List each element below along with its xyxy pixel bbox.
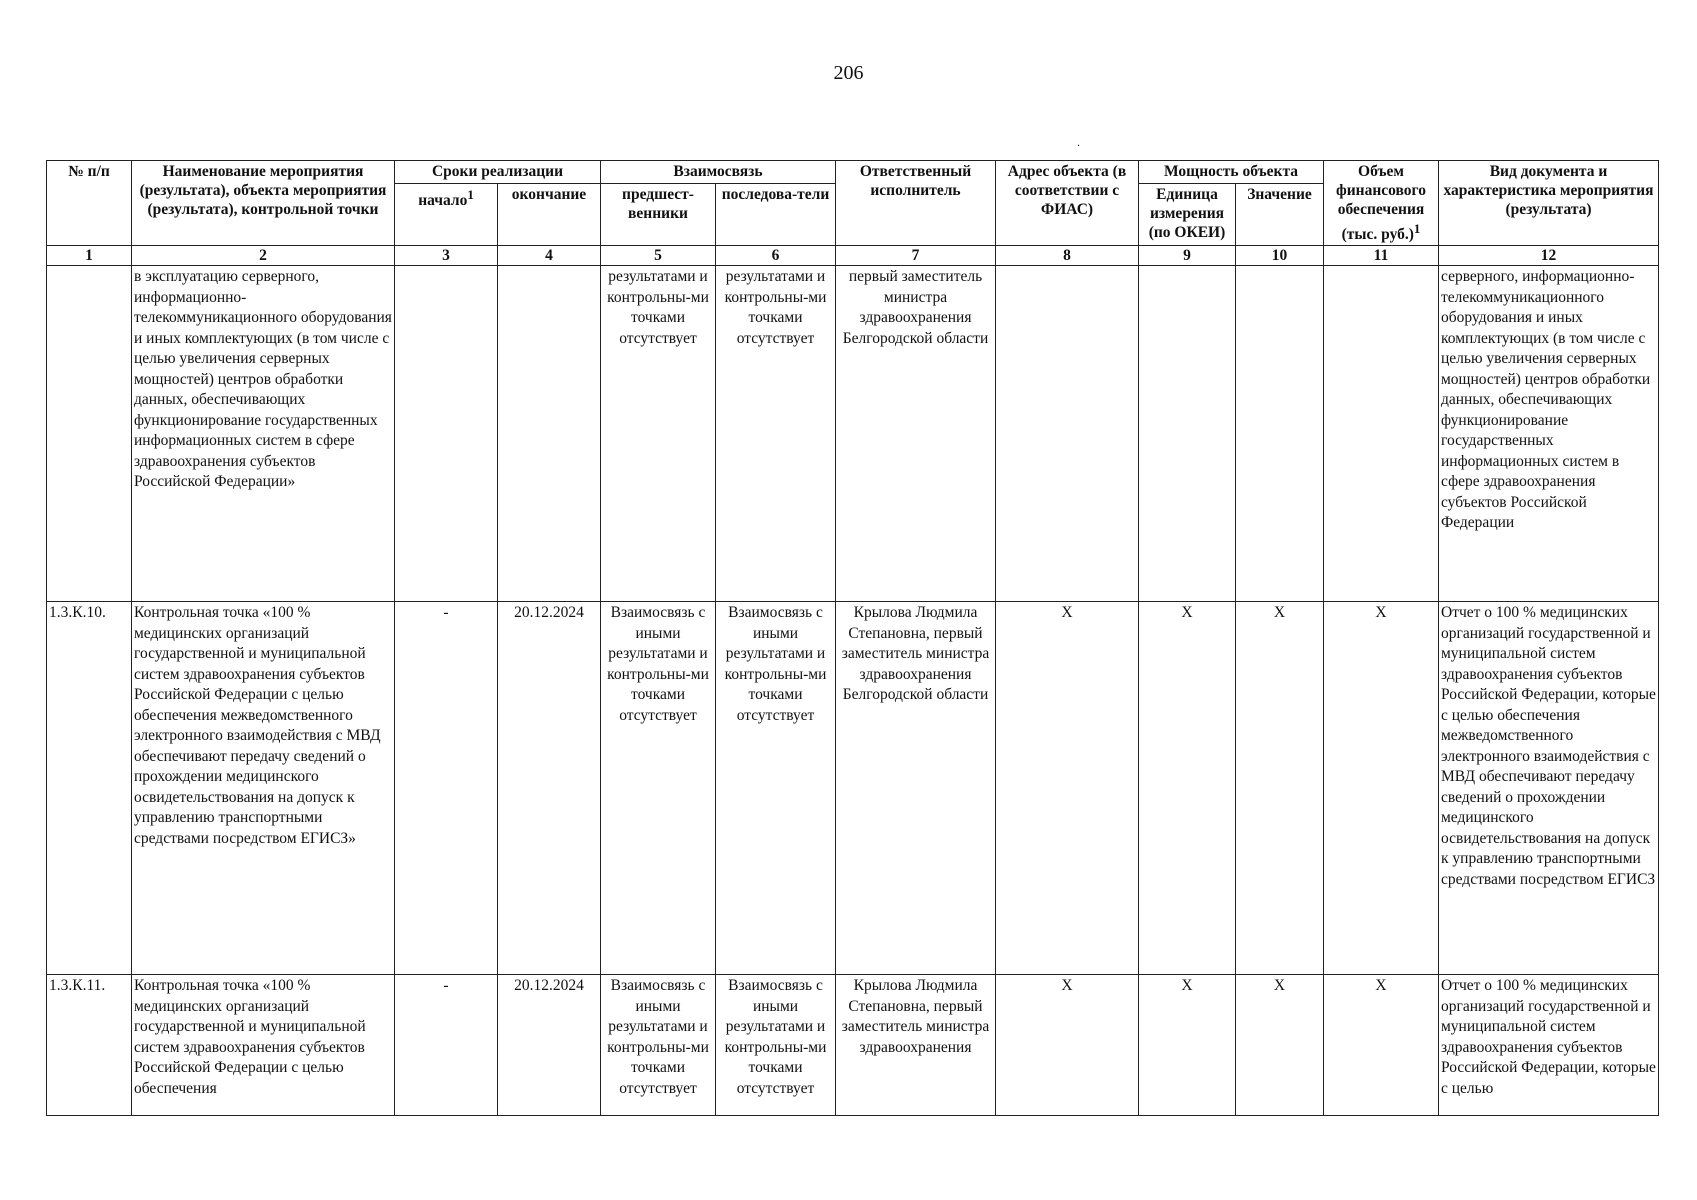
header-link: Взаимосвязь [601,161,836,184]
column-numbers-row [47,246,1659,266]
table-row [47,266,1659,602]
row-end [498,266,601,602]
row-predecessors: Взаимосвязь с иными результатами и контрольны-ми точками отсутствует [601,975,716,1116]
header-start-footnote: 1 [467,186,474,202]
page-number: 206 [833,62,864,84]
row-start: - [395,975,498,1116]
plan-table [46,160,1659,1116]
row-name: в эксплуатацию серверного, информационно-телекоммуникационного оборудования и иных комплектующих (в том числе с целью увеличения серверных мощностей) центров обработки данных, обеспечивающих функционирование государственных информационных систем в сфере здравоохранения субъектов Российской Федерации» [132,266,395,602]
header-document: Вид документа и характеристика мероприятия (результата) [1439,161,1659,246]
row-predecessors: Взаимосвязь с иными результатами и контрольны-ми точками отсутствует [601,602,716,975]
row-responsible: Крылова Людмила Степановна, первый заместитель министра здравоохранения Белгородской области [836,602,996,975]
row-volume: X [1324,602,1439,975]
row-unit [1139,266,1236,602]
column-number: 5 [601,246,716,266]
row-number: 1.3.К.11. [47,975,132,1116]
row-number: 1.3.К.10. [47,602,132,975]
header-name: Наименование мероприятия (результата), объекта мероприятия (результата), контрольной точки [132,161,395,246]
header-end: окончание [498,183,601,245]
row-end: 20.12.2024 [498,602,601,975]
column-number: 11 [1324,246,1439,266]
header-unit: Единица измерения (по ОКЕИ) [1139,183,1236,245]
scan-mark: . [1077,135,1080,149]
row-name: Контрольная точка «100 % медицинских организаций государственной и муниципальной систем здравоохранения субъектов Российской Федерации с целью обеспечения межведомственного электронного взаимодействия с МВД обеспечивают передачу сведений о прохождении медицинского освидетельствования на допуск к управлению транспортными средствами посредством ЕГИСЗ» [132,602,395,975]
table-row [47,975,1659,1116]
row-name: Контрольная точка «100 % медицинских организаций государственной и муниципальной систем здравоохранения субъектов Российской Федерации с целью обеспечения [132,975,395,1116]
row-value [1236,266,1324,602]
row-successors: результатами и контрольны-ми точками отсутствует [716,266,836,602]
header-volume-footnote: 1 [1413,221,1421,236]
header-terms: Сроки реализации [395,161,601,184]
column-number: 2 [132,246,395,266]
row-successors: Взаимосвязь с иными результатами и контрольны-ми точками отсутствует [716,602,836,975]
row-start [395,266,498,602]
header-value: Значение [1236,183,1324,245]
row-unit: X [1139,602,1236,975]
row-volume: X [1324,975,1439,1116]
header-num: № п/п [47,161,132,246]
row-responsible: Крылова Людмила Степановна, первый заместитель министра здравоохранения [836,975,996,1116]
header-responsible: Ответственный исполнитель [836,161,996,246]
column-number: 7 [836,246,996,266]
column-number: 3 [395,246,498,266]
column-number: 6 [716,246,836,266]
row-number [47,266,132,602]
row-address: X [996,975,1139,1116]
row-responsible: первый заместитель министра здравоохранения Белгородской области [836,266,996,602]
row-value: X [1236,602,1324,975]
row-document: серверного, информационно-телекоммуникационного оборудования и иных комплектующих (в том числе с целью увеличения серверных мощностей) центров обработки данных, обеспечивающих функционирование государственных информационных систем в сфере здравоохранения субъектов Российской Федерации [1439,266,1659,602]
row-unit: X [1139,975,1236,1116]
header-address: Адрес объекта (в соответствии с ФИАС) [996,161,1139,246]
row-document: Отчет о 100 % медицинских организаций государственной и муниципальной систем здравоохранения субъектов Российской Федерации, которые с целью обеспечения межведомственного электронного взаимодействия с МВД обеспечивают передачу сведений о прохождении медицинского освидетельствования на допуск к управлению транспортными средствами посредством ЕГИСЗ [1439,602,1659,975]
column-number: 8 [996,246,1139,266]
row-start: - [395,602,498,975]
header-successors: последова-тели [716,183,836,245]
header-volume [1324,161,1439,246]
header-predecessors: предшест-венники [601,183,716,245]
row-document: Отчет о 100 % медицинских организаций государственной и муниципальной систем здравоохранения субъектов Российской Федерации, которые с целью [1439,975,1659,1116]
header-start [395,183,498,245]
row-volume [1324,266,1439,602]
column-number: 1 [47,246,132,266]
header-volume-text: Объем финансового обеспечения (тыс. руб.) [1336,163,1426,244]
column-number: 4 [498,246,601,266]
row-address [996,266,1139,602]
row-successors: Взаимосвязь с иными результатами и контрольны-ми точками отсутствует [716,975,836,1116]
column-number: 10 [1236,246,1324,266]
column-number: 12 [1439,246,1659,266]
header-power: Мощность объекта [1139,161,1324,184]
column-number: 9 [1139,246,1236,266]
row-value: X [1236,975,1324,1116]
header-start-text: начало [418,192,468,209]
row-predecessors: результатами и контрольны-ми точками отсутствует [601,266,716,602]
table-row [47,602,1659,975]
row-address: X [996,602,1139,975]
row-end: 20.12.2024 [498,975,601,1116]
